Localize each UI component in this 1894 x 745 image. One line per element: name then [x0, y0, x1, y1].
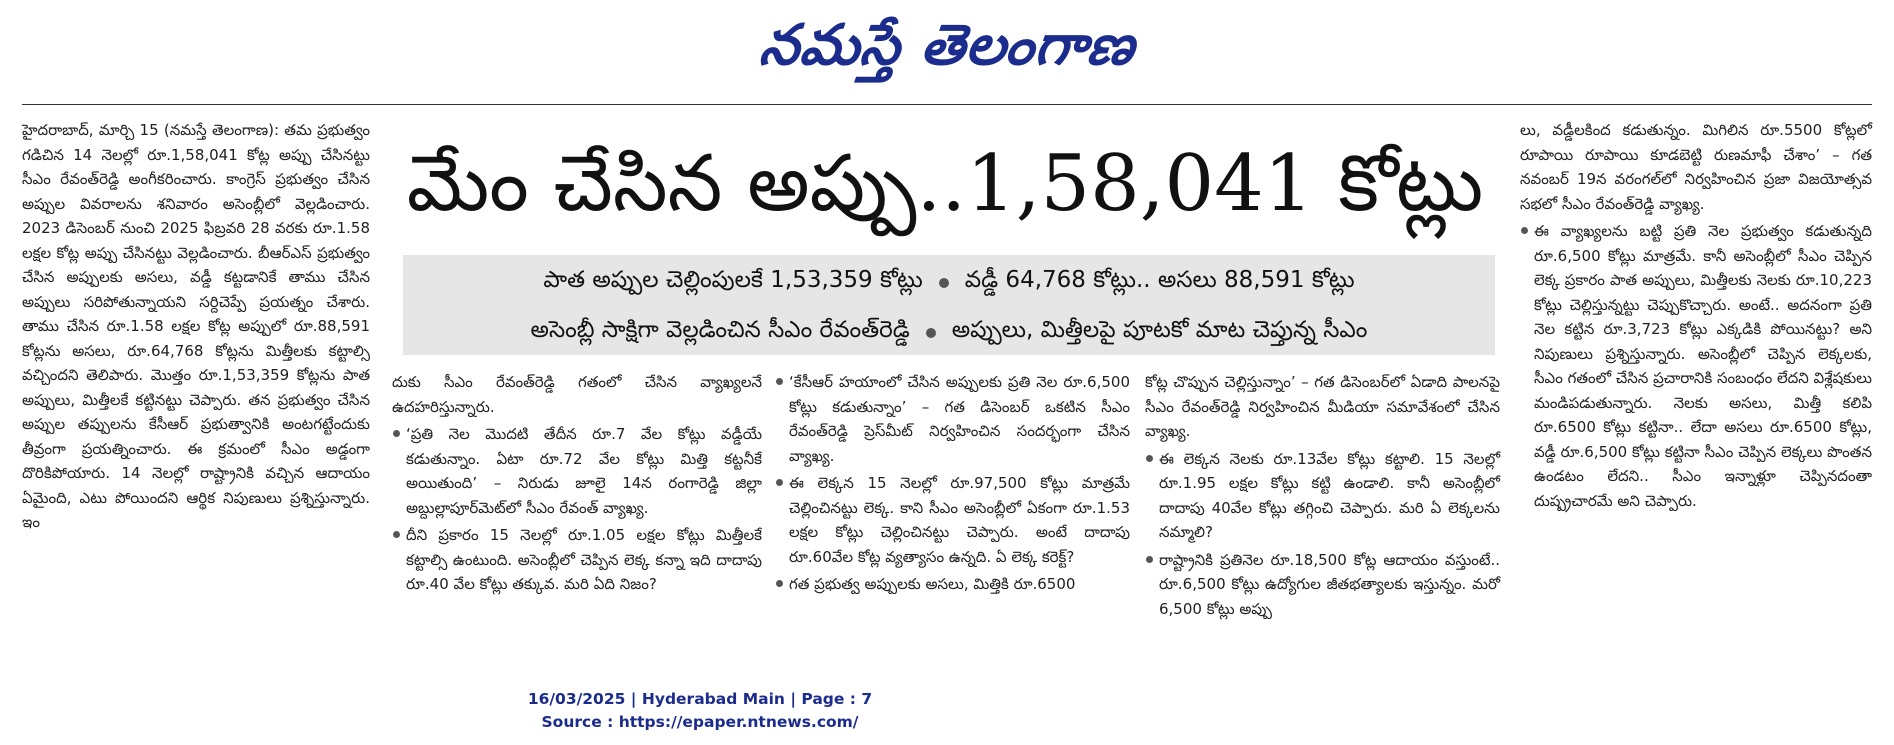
- bullet-item: గత ప్రభుత్వ అప్పులకు అసలు, మిత్తికి రూ.6500: [775, 572, 1130, 597]
- deck-text: వడ్డీ 64,768 కోట్లు.. అసలు 88,591 కోట్లు: [964, 267, 1355, 293]
- masthead: [0, 6, 1894, 94]
- masthead-logo: నమస్తే తెలంగాణ: [756, 13, 1138, 78]
- deck-text: పాత అప్పుల చెల్లింపులకే 1,53,359 కోట్లు: [543, 267, 923, 293]
- bullet-item: ‘ప్రతి నెల మొదటి తేదీన రూ.7 వేల కోట్లు వడ్డీయే కడుతున్నాం. ఏటా రూ.72 వేల కోట్లు మిత్తి కట్టనీకే అయితుంది’ – నిరుడు జూలై 14న రంగారెడ్డి జిల్లా అబ్దుల్లాపూర్‌మెట్‌లో సీఎం రేవంత్ వ్యాఖ్య.: [392, 422, 762, 520]
- paragraph: కోట్ల చొప్పున చెల్లిస్తున్నాం’ – గత డిసెంబర్‌లో ఏడాది పాలనపై సీఎం రేవంత్‌రెడ్డి నిర్వహించిన మీడియా సమావేశంలో చేసిన వ్యాఖ్య.: [1145, 373, 1500, 440]
- bullet-item: ఈ లెక్కన నెలకు రూ.13వేల కోట్లు కట్టాలి. 15 నెలల్లో రూ.1.95 లక్షల కోట్లు కట్టి ఉండాలి. కానీ అసెంబ్లీలో దాదాపు 40వేల కోట్లు తగ్గించి చెప్పారు. మరి ఏ లెక్కలను నమ్మాలి?: [1145, 447, 1500, 545]
- article-column-2: [392, 370, 762, 600]
- bullet-item: ‘కేసీఆర్ హయాంలో చేసిన అప్పులకు ప్రతి నెల రూ.6,500 కోట్లు కడుతున్నాం’ – గత డిసెంబర్ ఒకటిన సీఎం రేవంత్‌రెడ్డి ప్రెస్‌మీట్ నిర్వహించిన సందర్భంగా చేసిన వ్యాఖ్య.: [775, 370, 1130, 468]
- masthead-rule: [22, 104, 1872, 105]
- bullet-dot-icon: [926, 328, 936, 338]
- deck-line-2: [403, 311, 1495, 355]
- headline: మేం చేసిన అప్పు..1,58,041 కోట్లు: [406, 139, 1484, 229]
- deck-line-1: [403, 261, 1495, 305]
- bullet-item: దీని ప్రకారం 15 నెలల్లో రూ.1.05 లక్షల కోట్లు మిత్తీలకే కట్టాల్సి ఉంటుంది. అసెంబ్లీలో చెప్పిన లెక్క కన్నా ఇది దాదాపు రూ.40 వేల కోట్లు తక్కువ. మరి ఏది నిజం?: [392, 523, 762, 597]
- bullet-item: రాష్ట్రానికి ప్రతినెల రూ.18,500 కోట్ల ఆదాయం వస్తుంటే.. రూ.6,500 కోట్లు ఉద్యోగుల జీతభత్యాలకు ఇస్తున్నం. మరో 6,500 కోట్లు అప్పు: [1145, 548, 1500, 622]
- bullet-item: ఈ లెక్కన 15 నెలల్లో రూ.97,500 కోట్లు మాత్రమే చెల్లించినట్టు లెక్క. కాని సీఎం అసెంబ్లీలో ఏకంగా రూ.1.53 లక్షల కోట్లు చెల్లించినట్టు చెప్పారు. అంటే దాదాపు రూ.60వేల కోట్ల వ్యత్యాసం ఉన్నది. ఏ లెక్క కరెక్ట్?: [775, 471, 1130, 569]
- paragraph: దుకు సీఎం రేవంత్‌రెడ్డి గతంలో చేసిన వ్యాఖ్యలనే ఉదహరిస్తున్నారు.: [392, 373, 762, 416]
- article-column-5: [1520, 118, 1872, 516]
- bullet-dot-icon: [939, 278, 949, 288]
- bullet-item: ఈ వ్యాఖ్యలను బట్టి ప్రతి నెల ప్రభుత్వం కడుతున్నది రూ.6,500 కోట్లు మాత్రమే. కానీ అసెంబ్లీలో సీఎం చెప్పిన లెక్క ప్రకారం పాత అప్పులు, మిత్తీలకు నెలకు రూ.10,223 కోట్లు చెల్లిస్తున్నట్టు చెప్పుకొచ్చారు. అంటే.. అదనంగా ప్రతి నెల కట్టిన రూ.3,723 కోట్లు ఎక్కడికి పోయినట్టు? అని నిపుణులు ప్రశ్నిస్తున్నారు. అసెంబ్లీలో చెప్పిన లెక్కలకు, సీఎం గతంలో చేసిన ప్రచారానికి సంబంధం లేదని విశ్లేషకులు మండిపడుతున్నారు. నెలకు అసలు, మిత్తీ కలిపి రూ.6500 కోట్లు కట్టినా.. లేదా అసలు రూ.6500 కోట్లు, వడ్డీ రూ.6,500 కోట్లు కట్టినా సీఎం చెప్పిన లెక్కలు పొంతన ఉండటం లేదని.. సీఎం ఇన్నాళ్లూ చెప్పినదంతా దుష్ప్రచారమే అని చెప్పారు.: [1520, 219, 1872, 513]
- footer-source: Source : https://epaper.ntnews.com/: [541, 713, 859, 731]
- deck-box: [403, 255, 1495, 355]
- article-column-1: [22, 118, 370, 538]
- deck-text: అప్పులు, మిత్తీలపై పూటకో మాట చెప్తున్న సీఎం: [951, 317, 1368, 343]
- deck-text: అసెంబ్లీ సాక్షిగా వెల్లడించిన సీఎం రేవంత్‌రెడ్డి: [530, 317, 910, 343]
- article-lead-paragraph: హైదరాబాద్, మార్చి 15 (నమస్తే తెలంగాణ): తమ ప్రభుత్వం గడిచిన 14 నెలల్లో రూ.1,58,041 కోట్ల అప్పు చేసినట్టు సీఎం రేవంత్‌రెడ్డి అంగీకరించారు. కాంగ్రెస్ ప్రభుత్వం చేసిన అప్పుల వివరాలను శనివారం అసెంబ్లీలో వెల్లడించారు. 2023 డిసెంబర్ నుంచి 2025 ఫిబ్రవరి 28 వరకు రూ.1.58 లక్షల కోట్ల అప్పు చేసినట్టు వెల్లడించారు. బీఆర్‌ఎస్ ప్రభుత్వం చేసిన అప్పులకు అసలు, వడ్డీ కట్టడానికే తాము చేసిన అప్పులు సరిపోతున్నాయని సర్దిచెప్పే ప్రయత్నం చేశారు. తాము చేసిన రూ.1.58 లక్షల కోట్ల అప్పులో రూ.88,591 కోట్లను అసలు, రూ.64,768 కోట్లను మిత్తీలకు కట్టాల్సి వచ్చిందని తెలిపారు. మొత్తం రూ.1,53,359 కోట్లను పాత అప్పులు, మిత్తీలకే కట్టినట్టు చెప్పారు. తన ప్రభుత్వం చేసిన అప్పుల తప్పులను కేసీఆర్ ప్రభుత్వానికి అంటగట్టేందుకు తీవ్రంగా ప్రయత్నించారు. ఈ క్రమంలో సీఎం అడ్డంగా దొరికిపోయారు. 14 నెలల్లో రాష్ట్రానికి వచ్చిన ఆదాయం ఏమైంది, ఎటు పోయిందని ఆర్థిక నిపుణులు ప్రశ్నిస్తున్నారు. ఇం: [22, 121, 370, 531]
- paragraph: లు, వడ్డీలకింద కడుతున్నం. మిగిలిన రూ.5500 కోట్లలో రూపాయి రూపాయి కూడబెట్టి రుణమాఫీ చేశాం’ – గత నవంబర్ 19న వరంగల్‌లో నిర్వహించిన ప్రజా విజయోత్సవ సభలో సీఎం రేవంత్‌రెడ్డి వ్యాఖ్య.: [1520, 121, 1872, 213]
- footer-dateline: 16/03/2025 | Hyderabad Main | Page : 7: [527, 690, 873, 708]
- article-column-3: [775, 370, 1130, 600]
- article-column-4: [1145, 370, 1500, 624]
